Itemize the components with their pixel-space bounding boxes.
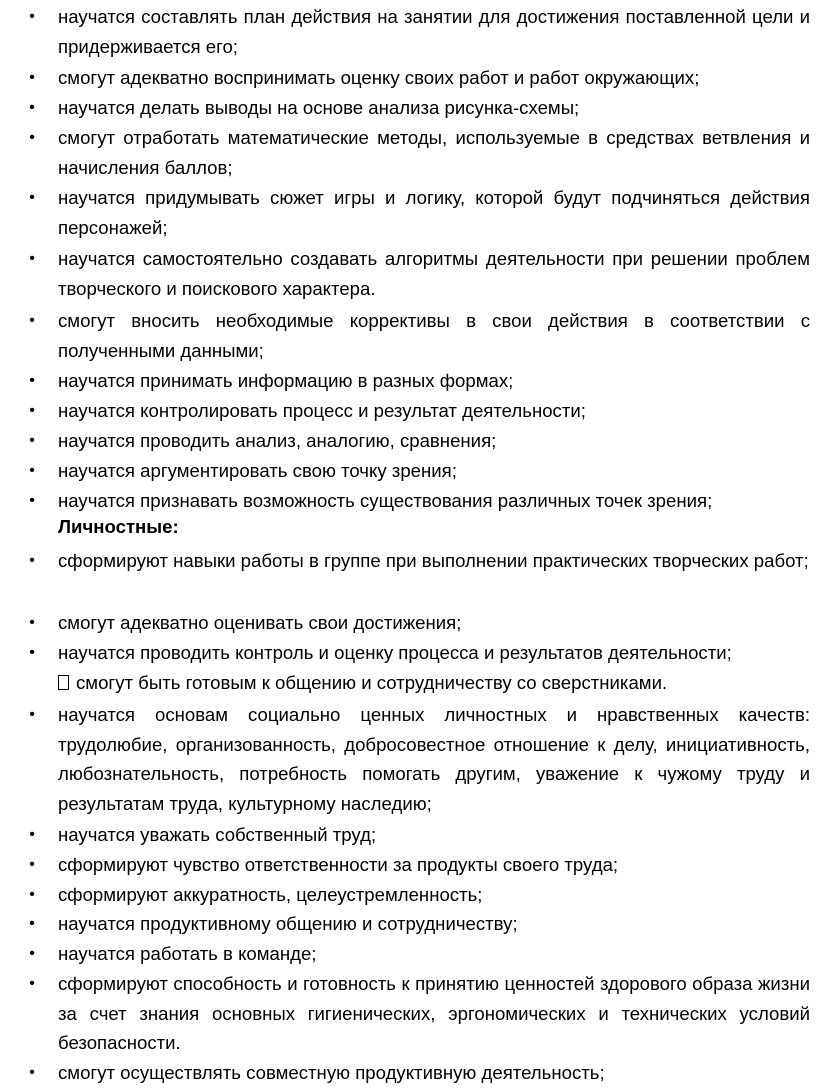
list-item	[0, 426, 816, 456]
list-item-text: научатся основам социально ценных личностных и нравственных качеств: трудолюбие, организованность, добросовестное отношение к делу, инициативность, любознательность, потребность помогать другим, уважение к чужому труду и результатам труда, культурному наследию;	[58, 704, 810, 814]
list-item-text: смогут адекватно оценивать свои достижения;	[58, 612, 462, 633]
bullet-icon: •	[29, 492, 35, 509]
bullet-icon: •	[29, 250, 35, 267]
section-heading: Личностные:	[58, 516, 179, 537]
list-item-text: научатся делать выводы на основе анализа рисунка-схемы;	[58, 97, 580, 118]
list-item	[0, 93, 816, 123]
list-item-text: смогут осуществлять совместную продуктивную деятельность;	[58, 1062, 605, 1083]
bullet-icon: •	[29, 99, 35, 116]
list-item	[0, 366, 816, 396]
list-item	[0, 546, 816, 576]
list-item-text: научатся придумывать сюжет игры и логику, которой будут подчиняться действия персонажей;	[58, 187, 810, 238]
bullet-icon: •	[29, 402, 35, 419]
sub-item-text: смогут быть готовым к общению и сотрудничеству со сверстниками.	[76, 671, 668, 693]
list-item-text: научатся контролировать процесс и результат деятельности;	[58, 400, 586, 421]
list-item-text: сформируют способность и готовность к принятию ценностей здорового образа жизни за счет знания основных гигиенических, эргономических и технических условий безопасности.	[58, 973, 810, 1053]
bullet-icon: •	[29, 975, 35, 992]
list-item-text: научатся признавать возможность существования различных точек зрения;	[58, 490, 713, 511]
list-item	[0, 456, 816, 486]
bullet-icon: •	[29, 614, 35, 631]
bullet-icon: •	[29, 826, 35, 843]
list-item-text: научатся уважать собственный труд;	[58, 824, 377, 845]
bullet-icon: •	[29, 372, 35, 389]
bullet-icon: •	[29, 706, 35, 723]
bullet-icon: •	[29, 1064, 35, 1081]
bullet-icon: •	[29, 8, 35, 25]
list-item-text: научатся работать в команде;	[58, 943, 317, 964]
bullet-icon: •	[29, 69, 35, 86]
list-item-text: сформируют чувство ответственности за продукты своего труда;	[58, 854, 619, 875]
list-item	[0, 700, 816, 818]
list-item-text: научатся проводить анализ, аналогию, сравнения;	[58, 430, 497, 451]
list-item-text: научатся самостоятельно создавать алгоритмы деятельности при решении проблем творческого и поискового характера.	[58, 248, 810, 299]
list-item-text: сформируют аккуратность, целеустремленность;	[58, 884, 483, 905]
list-item	[0, 396, 816, 426]
list-item	[0, 63, 816, 93]
list-item	[0, 2, 816, 61]
list-item-text: научатся проводить контроль и оценку процесса и результатов деятельности;	[58, 642, 732, 663]
bullet-icon: •	[29, 644, 35, 661]
list-item	[0, 909, 816, 939]
list-item-text: смогут отработать математические методы, используемые в средствах ветвления и начисления баллов;	[58, 127, 810, 178]
missing-glyph-icon	[58, 675, 69, 690]
list-item-text: смогут адекватно воспринимать оценку своих работ и работ окружающих;	[58, 67, 700, 88]
bullet-icon: •	[29, 552, 35, 569]
list-item-text: смогут вносить необходимые коррективы в свои действия в соответствии с полученными данными;	[58, 310, 810, 361]
bullet-icon: •	[29, 886, 35, 903]
bullet-icon: •	[29, 856, 35, 873]
list-item	[0, 638, 816, 697]
list-item	[0, 244, 816, 303]
bullet-icon: •	[29, 312, 35, 329]
bullet-icon: •	[29, 129, 35, 146]
list-item	[0, 306, 816, 365]
bullet-icon: •	[29, 189, 35, 206]
list-item-text: научатся принимать информацию в разных формах;	[58, 370, 514, 391]
list-item-text: научатся продуктивному общению и сотрудничеству;	[58, 913, 518, 934]
sub-item-line	[58, 668, 810, 698]
list-item	[0, 1058, 816, 1088]
bullet-icon: •	[29, 432, 35, 449]
list-item-text: научатся составлять план действия на занятии для достижения поставленной цели и придерживается его;	[58, 6, 810, 57]
list-item	[0, 969, 816, 1058]
list-item	[0, 183, 816, 242]
bullet-icon: •	[29, 945, 35, 962]
bullet-icon: •	[29, 462, 35, 479]
list-item-text: научатся аргументировать свою точку зрения;	[58, 460, 457, 481]
list-item	[0, 608, 816, 638]
list-item-text: сформируют навыки работы в группе при выполнении практических творческих работ;	[58, 550, 809, 571]
list-item	[0, 850, 816, 880]
list-item	[0, 880, 816, 910]
list-item	[0, 123, 816, 182]
list-item	[0, 820, 816, 850]
bullet-icon: •	[29, 915, 35, 932]
list-item	[0, 939, 816, 969]
